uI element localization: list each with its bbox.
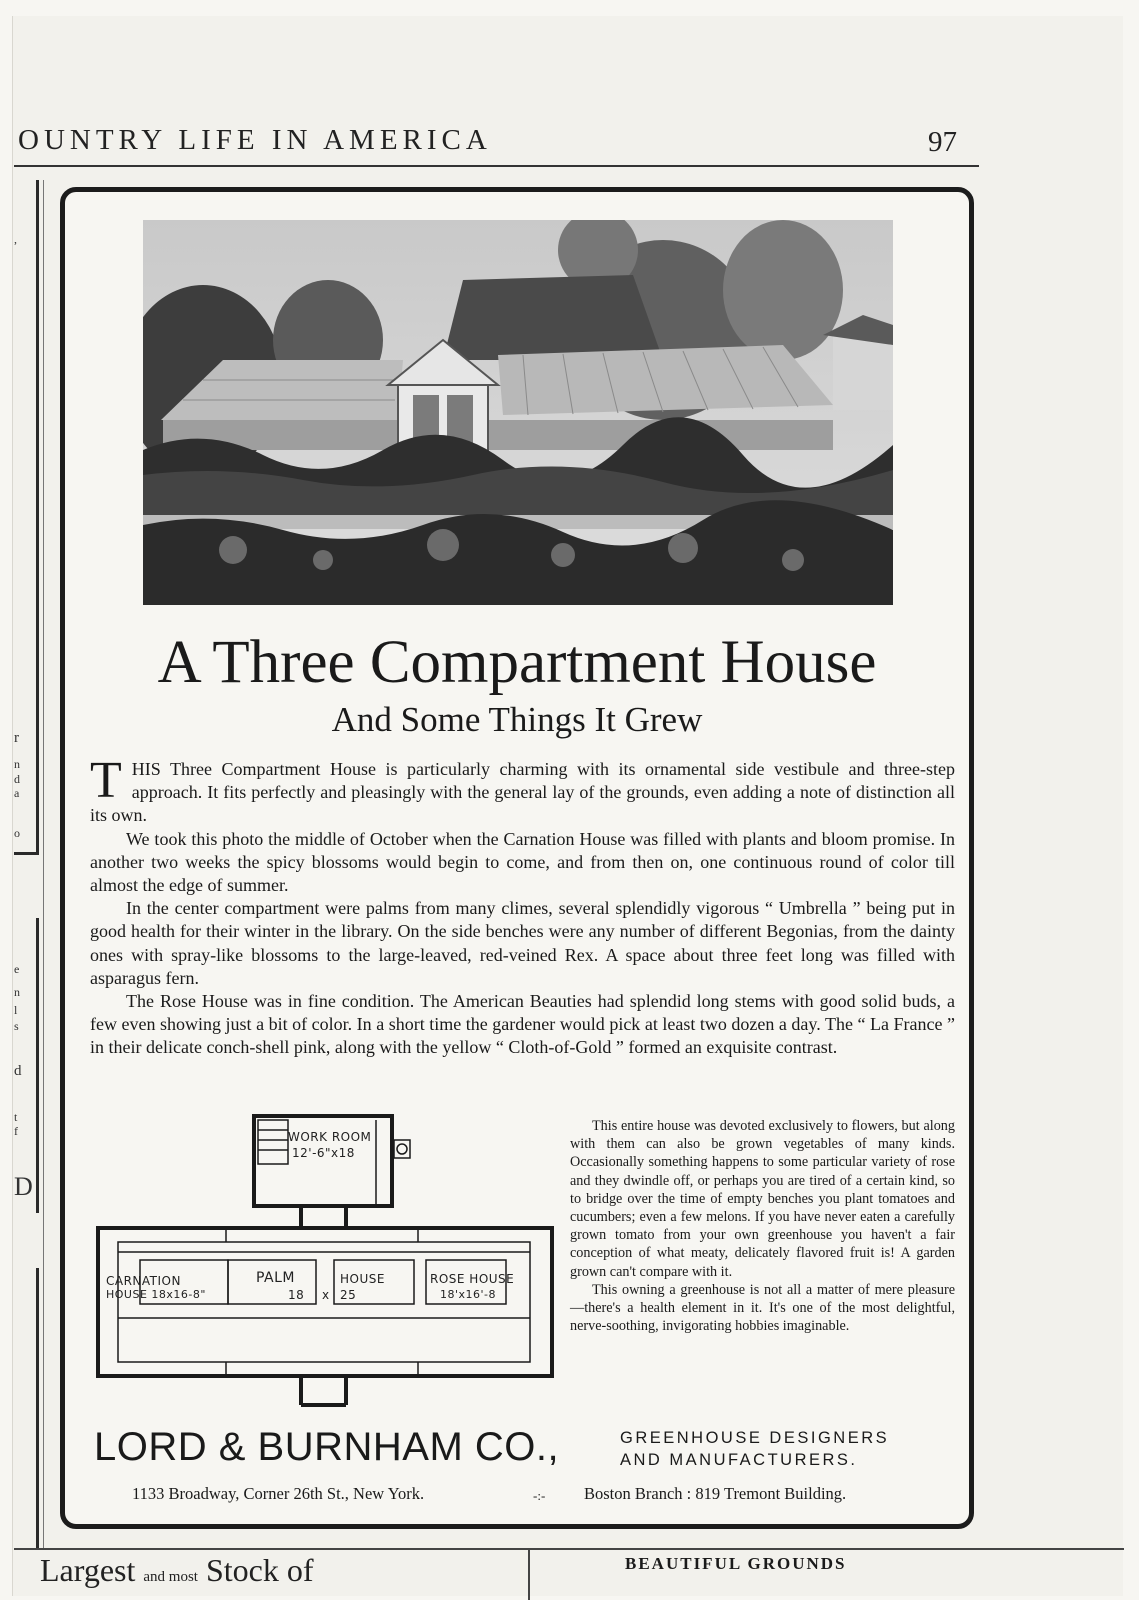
- company-tagline-line-2: AND MANUFACTURERS.: [620, 1451, 858, 1469]
- body-paragraph: We took this photo the middle of October when the Carnation House was filled with plants and bloom promise. In another two weeks the spicy blossoms would begin to come, and from then on, one continuous round of color till almost the edge of summer.: [90, 828, 955, 896]
- header-rule: [14, 165, 979, 167]
- left-gutter-rule: [43, 180, 44, 1548]
- plan-label-x: x: [322, 1288, 330, 1302]
- plan-label-house-dim: 25: [340, 1288, 357, 1302]
- ad-headline: A Three Compartment House: [157, 629, 877, 696]
- address-boston: Boston Branch : 819 Tremont Building.: [584, 1484, 847, 1503]
- margin-fragment: a: [14, 786, 20, 800]
- plan-label-palm-dim: 18: [288, 1288, 305, 1302]
- greenhouse-photo: [143, 220, 893, 605]
- plan-label-work-room-dim: 12'-6"x18: [292, 1146, 355, 1160]
- body-paragraph: THIS Three Compartment House is particularly charming with its ornamental side vestibule and three-step approach. It fits perfectly and pleasingly with the general lay of the grounds, even adding a note of distinction all its own.: [90, 752, 955, 826]
- margin-fragment: f: [14, 1124, 18, 1138]
- margin-fragment: o: [14, 826, 20, 840]
- margin-fragment: D: [14, 1172, 33, 1201]
- left-column-rule-3: [36, 1268, 39, 1548]
- bottom-column-rule: [528, 1548, 530, 1600]
- margin-fragment: ,: [14, 232, 17, 246]
- plan-label-house: HOUSE: [340, 1272, 385, 1286]
- plan-label-rose-house: ROSE HOUSE: [430, 1272, 515, 1286]
- floor-plan: [96, 1110, 566, 1430]
- next-ad-right-heading: BEAUTIFUL GROUNDS: [625, 1554, 847, 1573]
- greenhouse-photo-illustration: [143, 220, 893, 605]
- margin-fragment: d: [14, 772, 20, 786]
- margin-fragment: n: [14, 757, 20, 771]
- next-ad-left-heading: Largest and most Stock of: [40, 1552, 314, 1588]
- page-number: 97: [928, 126, 957, 158]
- margin-fragment: t: [14, 1110, 18, 1124]
- plan-label-rose-dim: 18'x16'-8: [440, 1288, 497, 1301]
- body-paragraph: The Rose House was in fine condition. The American Beauties had splendid long stems with good solid buds, a few even showing just a bit of color. In a short time the gardener would pick at least two dozen a day. The “ La France ” in their delicate conch-shell pink, along with the yellow “ Cloth-of-Gold ” formed an exquisite contrast.: [90, 991, 955, 1058]
- left-column-rule-2: [36, 918, 39, 1213]
- plan-label-carnation: CARNATION: [106, 1274, 181, 1288]
- margin-fragment: n: [14, 985, 20, 999]
- margin-fragment: s: [14, 1019, 19, 1033]
- company-name: LORD & BURNHAM CO.,: [94, 1425, 560, 1469]
- body-paragraph: In the center compartment were palms from many climes, several splendidly vigorous “ Umbrella ” being put in good health for their winter in the library. On the side benches were any number of different Begonias, from the dainty ones with spray-like blossoms to the large-leaved, red-veined Rex. A space about three feet long was filled with asparagus fern.: [90, 898, 955, 988]
- ad-subhead: And Some Things It Grew: [331, 700, 703, 739]
- address-separator: -:-: [533, 1488, 546, 1503]
- ad-body: [90, 752, 955, 1060]
- left-column-rule-foot: [14, 852, 38, 855]
- margin-fragment: l: [14, 1003, 18, 1017]
- margin-fragment: d: [14, 1063, 22, 1079]
- side-text: [570, 1117, 955, 1335]
- margin-fragment: e: [14, 962, 20, 976]
- plan-label-carnation-house: HOUSE 18x16-8": [106, 1288, 206, 1301]
- plan-label-work-room: WORK ROOM: [288, 1130, 372, 1144]
- drop-cap: T: [90, 752, 122, 809]
- company-tagline-line-1: GREENHOUSE DESIGNERS: [620, 1429, 890, 1447]
- company-tagline: [620, 1427, 889, 1471]
- left-column-rule: [36, 180, 39, 855]
- bottom-rule: [14, 1548, 1124, 1550]
- running-head: OUNTRY LIFE IN AMERICA: [18, 124, 492, 156]
- side-paragraph: This owning a greenhouse is not all a matter of mere pleasure—there's a health element in it. It's one of the most delightful, nerve-soothing, invigorating hobbies imaginable.: [570, 1281, 955, 1335]
- side-paragraph: This entire house was devoted exclusively to flowers, but along with them can also be grown vegetables of many kinds. Occasionally something happens to some particular variety of rose and they dwindle off, or perhaps you are tired of a certain kind, so to bridge over the time of empty benches you plant tomatoes and cucumbers; even a few melons. If you have never eaten a carefully grown tomato from your own greenhouse you haven't a fair conception of what meaty, delicately flavored fruit is! A garden grown can't compare with it.: [570, 1118, 955, 1280]
- address-new-york: 1133 Broadway, Corner 26th St., New York.: [132, 1484, 425, 1503]
- plan-label-palm: PALM: [256, 1270, 296, 1286]
- margin-fragment: r: [14, 730, 19, 746]
